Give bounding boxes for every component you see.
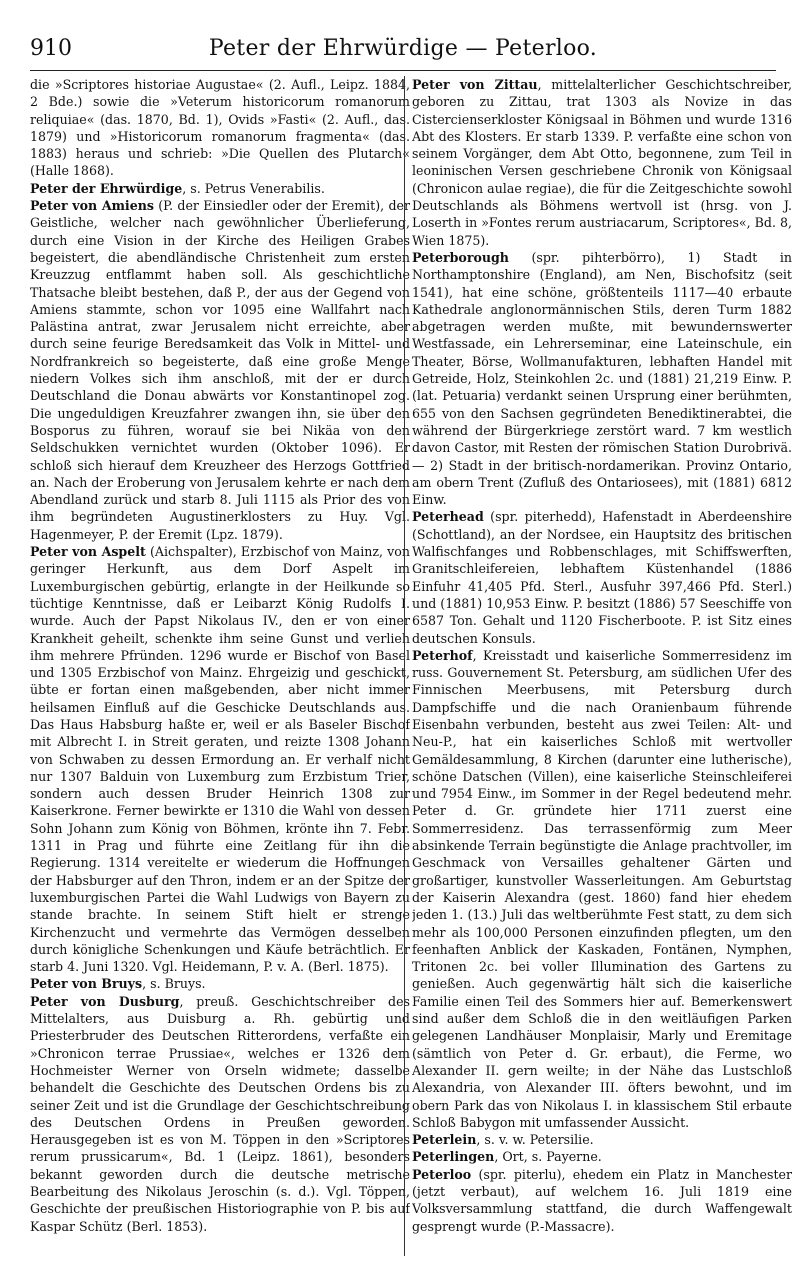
- page-number: 910: [30, 36, 72, 61]
- entry-headword: Peter von Amiens: [30, 198, 154, 214]
- entry-text: die »Scriptores historiae Augustae« (2. Aufl., Leipz. 1884, 2 Bde.) sowie die »Veterum historicorum romanorum reliquiae« (das. 1870, Bd. 1), Ovids »Fasti« (2. Aufl., das. 1879) und »Historicorum romanorum fragmenta« (das. 1883) heraus und schrieb: »Die Quellen des Plutarch« (Halle 1868).: [30, 77, 410, 179]
- entry-text: , mittelalterlicher Geschichtschreiber, geboren zu Zittau, trat 1303 als Novize in das Cistercienserkloster Königsaal in Böhmen und wurde 1316 Abt des Klosters. Er starb 1339. P. verfaßte eine schon von seinem Vorgänger, dem Abt Otto, begonnene, zum Teil in leoninischen Versen geschriebene Chronik von Königsaal (Chronicon aulae regiae), die für die Zeitgeschichte sowohl Deutschlands als Böhmens wertvoll ist (hrsg. von J. Loserth in »Fontes rerum austriacarum, Scriptores«, Bd. 8, Wien 1875).: [412, 77, 792, 248]
- entry-peterlein: [412, 1131, 792, 1148]
- entry-headword: Peter der Ehrwürdige: [30, 180, 183, 196]
- entry-headword: Peterhof: [412, 647, 473, 663]
- entry-text: (spr. piterhedd), Hafenstadt in Aberdeenshire (Schottland), an der Nordsee, ein Hauptsitz des britischen Walfischfanges und Robbenschlages, mit Schiffswerften, Granitschleifereien, lebhaftem Küstenhandel (1886 Einfuhr 41,405 Pfd. Sterl., Ausfuhr 397,466 Pfd. Sterl.) und (1881) 10,953 Einw. P. besitzt (1886) 57 Seeschiffe von 6587 Ton. Gehalt und 1120 Fischerboote. P. ist Sitz eines deutschen Konsuls.: [412, 509, 792, 646]
- entry-peter-der-ehrwuerdige: [30, 180, 410, 197]
- entry-peterhof: [412, 647, 792, 1131]
- entry-text: , s. v. w. Petersilie.: [476, 1132, 594, 1148]
- entry-headword: Peterlingen: [412, 1149, 495, 1165]
- entry-text: (spr. pihterbörro), 1) Stadt in Northamptonshire (England), am Nen, Bischofsitz (seit 1541), hat eine schöne, größtenteils 1117—40 erbaute Kathedrale anglonormännischen Stils, deren Turm 1882 abgetragen werden mußte, mit bewundernswerter Westfassade, ein Lehrerseminar, eine Lateinschule, ein Theater, Börse, Wollmanufakturen, lebhaften Handel mit Getreide, Holz, Steinkohlen 2c. und (1881) 21,219 Einw. P. (lat. Petuaria) verdankt seinen Ursprung einer berühmten, 655 von den Sachsen gegründeten Benediktinerabtei, die während der Bürgerkriege zerstört ward. 7 km westlich davon Castor, mit Resten der römischen Station Durobrivä. — 2) Stadt in der britisch-nordamerikan. Provinz Ontario, am obern Trent (Zufluß des Ontariosees), mit (1881) 6812 Einw.: [412, 249, 792, 508]
- entry-peterlingen: [412, 1148, 792, 1165]
- entry-text: , s. Bruys.: [142, 976, 206, 992]
- entry-text: (P. der Einsiedler oder der Eremit), der Geistliche, welcher nach gewöhnlicher Überlieferung, durch eine Vision in der Kirche des Heiligen Grabes begeistert, die abendländische Christenheit zum ersten Kreuzzug entflammt haben soll. Als geschichtliche Thatsache bleibt bestehen, daß P., der aus der Gegend von Amiens stammte, schon vor 1095 eine Wallfahrt nach Palästina antrat, zwar Jerusalem nicht erreichte, aber durch seine feurige Beredsamkeit das Volk in Mittel- und Nordfrankreich so begeisterte, daß eine große Menge niedern Volkes sich ihm anschloß, mit der er durch Deutschland die Donau abwärts vor Konstantinopel zog. Die ungeduldigen Kreuzfahrer zwangen ihn, sie über den Bosporus zu führen, worauf sie bei Nikäa von den Seldschukken vernichtet wurden (Oktober 1096). Er schloß sich hierauf dem Kreuzheer des Herzogs Gottfried an. Nach der Eroberung von Jerusalem kehrte er nach dem Abendland zurück und starb 8. Juli 1115 als Prior des von ihm begründeten Augustinerklosters zu Huy. Vgl. Hagenmeyer, P. der Eremit (Lpz. 1879).: [30, 198, 410, 542]
- entry-peterloo: [412, 1166, 792, 1235]
- right-column: [412, 76, 792, 1256]
- entry-text: (spr. piterlu), ehedem ein Platz in Manchester (jetzt verbaut), auf welchem 16. Juli 1819 eine Volksversammlung stattfand, die durch Waffengewalt gesprengt wurde (P.-Massacre).: [412, 1166, 792, 1234]
- page-header: [30, 34, 776, 71]
- entry-continuation: [30, 76, 410, 180]
- left-column: [30, 76, 410, 1256]
- entry-peter-von-bruys: [30, 975, 410, 992]
- entry-peter-von-aspelt: [30, 543, 410, 975]
- entry-text: , Kreisstadt und kaiserliche Sommerresidenz im russ. Gouvernement St. Petersburg, am südlichen Ufer des Finnischen Meerbusens, mit Petersburg durch Dampfschiffe und die nach Oranienbaum führende Eisenbahn verbunden, besteht aus zwei Teilen: Alt- und Neu-P., hat ein kaiserliches Schloß mit wertvoller Gemäldesammlung, 8 Kirchen (darunter eine lutherische), schöne Datschen (Villen), eine kaiserliche Steinschleiferei und 7954 Einw., im Sommer in der Regel bedeutend mehr. Peter d. Gr. gründete hier 1711 zuerst eine Sommerresidenz. Das terrassenförmig zum Meer absinkende Terrain begünstigte die Anlage prachtvoller, im Geschmack von Versailles gehaltener Gärten und großartiger, kunstvoller Wasserleitungen. Am Geburtstag der Kaiserin Alexandra (gest. 1860) fand hier ehedem jeden 1. (13.) Juli das weltberühmte Fest statt, zu dem sich mehr als 100,000 Personen einzufinden pflegten, um den feenhaften Anblick der Kaskaden, Fontänen, Nymphen, Tritonen 2c. bei voller Illumination des Gartens zu genießen. Auch gegenwärtig hält sich die kaiserliche Familie einen Teil des Sommers hier auf. Bemerkenswert sind außer dem Schloß die in den weitläufigen Parken gelegenen Landhäuser Monplaisir, Marly und Eremitage (sämtlich von Peter d. Gr. erbaut), die Ferme, wo Alexander II. gern weilte; in der Nähe das Lustschloß Alexandria, von Alexander III. öfters bewohnt, und im obern Park das von Nikolaus I. in klassischem Stil erbaute Schloß Babygon mit umfassender Aussicht.: [412, 647, 792, 1130]
- entry-text: (Aichspalter), Erzbischof von Mainz, von geringer Herkunft, aus dem Dorf Aspelt im Luxemburgischen gebürtig, erlangte in der Heilkunde so tüchtige Kenntnisse, daß er Leibarzt König Rudolfs I. wurde. Auch der Papst Nikolaus IV., den er von einer Krankheit geheilt, schenkte ihm seine Gunst und verlieh ihm mehrere Pfründen. 1296 wurde er Bischof von Basel und 1305 Erzbischof von Mainz. Ehrgeizig und geschickt, übte er fortan einen maßgebenden, aber nicht immer heilsamen Einfluß auf die Geschicke Deutschlands aus. Das Haus Habsburg haßte er, weil er als Baseler Bischof mit Albrecht I. in Streit geraten, und reizte 1308 Johann von Schwaben zu dessen Ermordung an. Er verhalf nicht nur 1307 Balduin von Luxemburg zum Erzbistum Trier, sondern auch dessen Bruder Heinrich 1308 zur Kaiserkrone. Ferner bewirkte er 1310 die Wahl von dessen Sohn Johann zum König von Böhmen, krönte ihn 7. Febr. 1311 in Prag und führte eine Zeitlang für ihn die Regierung. 1314 vereitelte er wiederum die Hoffnungen der Habsburger auf den Thron, indem er an der Spitze der luxemburgischen Partei die Wahl Ludwigs von Bayern zu stande brachte. In seinem Stift hielt er strenge Kirchenzucht und vermehrte das Vermögen desselben durch königliche Schenkungen und Käufe beträchtlich. Er starb 4. Juni 1320. Vgl. Heidemann, P. v. A. (Berl. 1875).: [30, 544, 410, 975]
- entry-headword: Peterhead: [412, 509, 484, 525]
- entry-peter-von-dusburg: [30, 993, 410, 1235]
- running-title: Peter der Ehrwürdige — Peterloo.: [208, 36, 598, 61]
- entry-peter-von-amiens: [30, 197, 410, 543]
- entry-headword: Peter von Zittau: [412, 77, 538, 92]
- entry-headword: Peterborough: [412, 249, 509, 265]
- entry-headword: Peterloo: [412, 1166, 472, 1182]
- entry-text: , preuß. Geschichtschreiber des Mittelalters, aus Duisburg a. Rh. gebürtig und Priesterbruder des Deutschen Ritterordens, verfaßte ein »Chronicon terrae Prussiae«, welches er 1326 dem Hochmeister Werner von Orseln widmete; dasselbe behandelt die Geschichte des Deutschen Ordens bis zu seiner Zeit und ist die Grundlage der Geschichtschreibung des Deutschen Ordens in Preußen geworden. Herausgegeben ist es von M. Töppen in den »Scriptores rerum prussicarum«, Bd. 1 (Leipz. 1861), besonders bekannt geworden durch die deutsche metrische Bearbeitung des Nikolaus Jeroschin (s. d.). Vgl. Töppen, Geschichte der preußischen Historiographie von P. bis auf Kaspar Schütz (Berl. 1853).: [30, 993, 410, 1234]
- entry-headword: Peter von Bruys: [30, 976, 143, 992]
- column-divider: [404, 76, 405, 1256]
- entry-peterborough: [412, 249, 792, 508]
- entry-headword: Peter von Dusburg: [30, 993, 180, 1009]
- entry-peterhead: [412, 508, 792, 646]
- entry-peter-von-zittau: [412, 76, 792, 249]
- entry-headword: Peterlein: [412, 1132, 477, 1148]
- entry-text: , Ort, s. Payerne.: [494, 1149, 602, 1165]
- entry-headword: Peter von Aspelt: [30, 544, 146, 560]
- entry-text: , s. Petrus Venerabilis.: [182, 180, 325, 196]
